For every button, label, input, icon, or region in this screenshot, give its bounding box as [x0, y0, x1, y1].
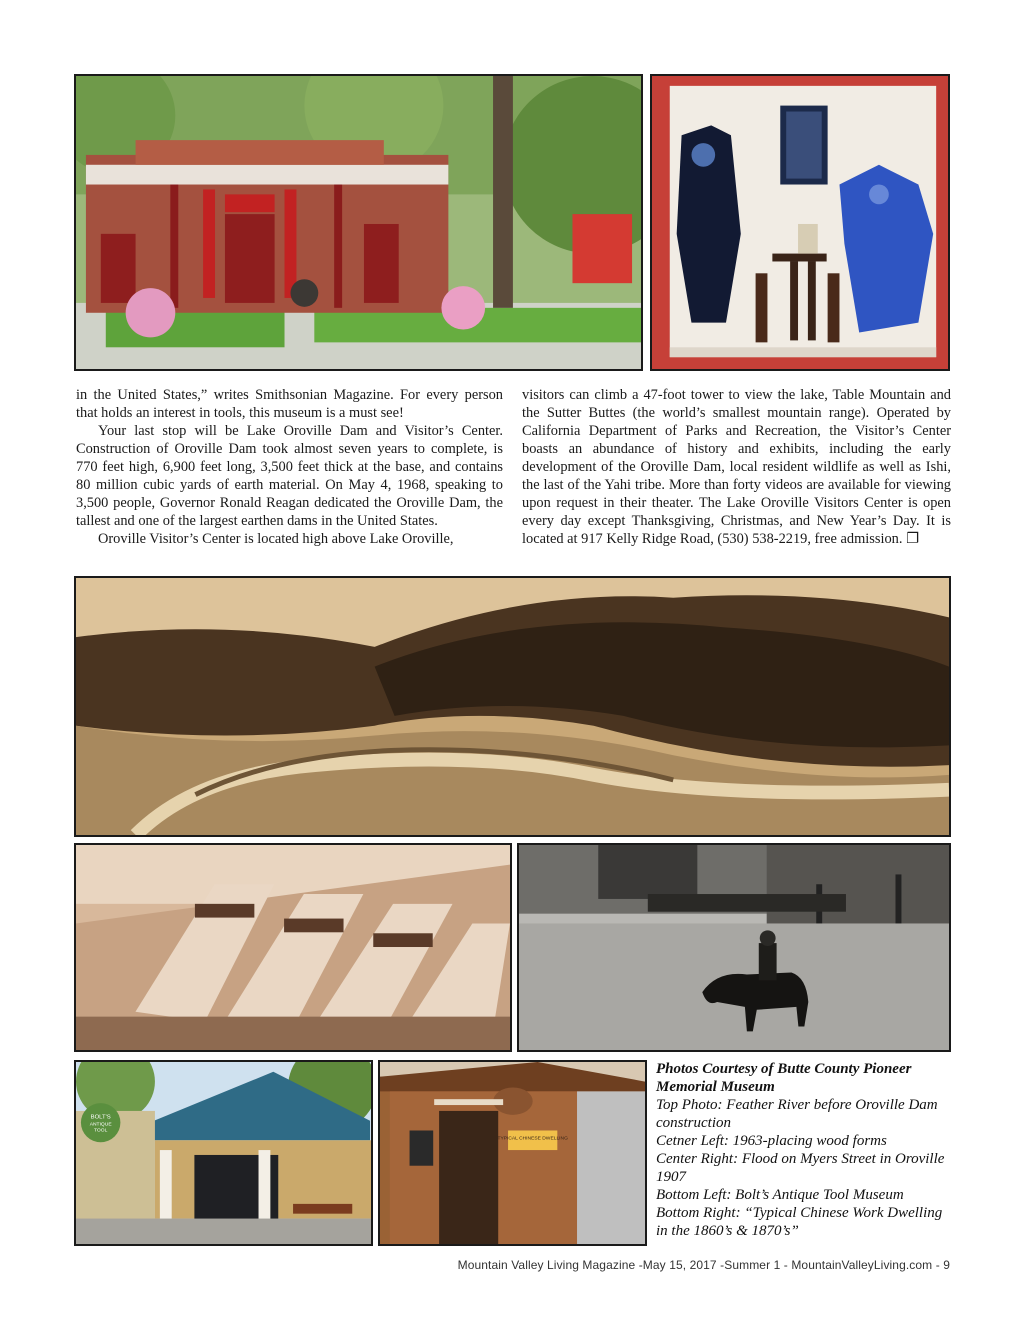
photo-temple — [74, 74, 643, 371]
caption-line-4: Bottom Left: Bolt’s Antique Tool Museum — [656, 1187, 904, 1203]
article-left-column — [76, 386, 503, 548]
photo-feather-river — [74, 576, 951, 837]
photo-wood-forms — [74, 843, 512, 1052]
article-left-paragraph-2: Your last stop will be Lake Oroville Dam and Visitor’s Center. Construction of Oroville Dam took almost seven years to complete, is 770 feet high, 6,900 feet long, 3,500 feet thick at the base, and contains 80 million cubic yards of earth material. On May 4, 1968, speaking to 3,500 people, Governor Ronald Reagan dedicated the Oroville Dam, the tallest and one of the largest earthen dams in the United States. — [76, 423, 503, 529]
photo-flood-street — [517, 843, 951, 1052]
article-left-paragraph-3: Oroville Visitor’s Center is located high above Lake Oroville, — [98, 531, 454, 547]
article-right-column — [522, 386, 951, 548]
photo-chinese-dwelling — [378, 1060, 647, 1246]
bolts-sign-line-2: ANTIQUE — [89, 1122, 112, 1128]
photo-display-case — [650, 74, 950, 371]
dwelling-sign: TYPICAL CHINESE DWELLING — [497, 1136, 568, 1142]
caption-line-3: Center Right: Flood on Myers Street in Oroville 1907 — [656, 1151, 945, 1185]
photo-bolts-museum — [74, 1060, 373, 1246]
photo-caption — [656, 1060, 956, 1240]
article-right-paragraph-1: visitors can climb a 47-foot tower to view the lake, Table Mountain and the Sutter Buttes (the world’s smallest mountain range). Operated by California Department of Parks and Recreation, the Visitor’s Center boasts an abundance of history and exhibits, including the early development of the Oroville Dam, local resident wildlife as well as Ishi, the last of the Yahi tribe. More than forty videos are available for viewing upon request in their theater. The Lake Oroville Visitors Center is open every day except Thanksgiving, Christmas, and New Year’s Day. It is located at 917 Kelly Ridge Road, (530) 538-2219, free admission. ❐ — [522, 387, 951, 547]
caption-line-2: Cetner Left: 1963-placing wood forms — [656, 1133, 887, 1149]
bolts-sign-line-3: TOOL — [93, 1128, 108, 1134]
article-left-paragraph-1: in the United States,” writes Smithsonian Magazine. For every person that holds an interest in tools, this museum is a must see! — [76, 387, 503, 421]
caption-credit: Photos Courtesy of Butte County Pioneer Memorial Museum — [656, 1061, 912, 1095]
page-footer: Mountain Valley Living Magazine -May 15, 2017 -Summer 1 - MountainValleyLiving.com - 9 — [457, 1258, 950, 1272]
bolts-sign-line-1: BOLT'S — [90, 1114, 111, 1121]
caption-line-1: Top Photo: Feather River before Oroville Dam construction — [656, 1097, 938, 1131]
caption-line-5: Bottom Right: “Typical Chinese Work Dwelling in the 1860’s & 1870’s” — [656, 1205, 943, 1239]
